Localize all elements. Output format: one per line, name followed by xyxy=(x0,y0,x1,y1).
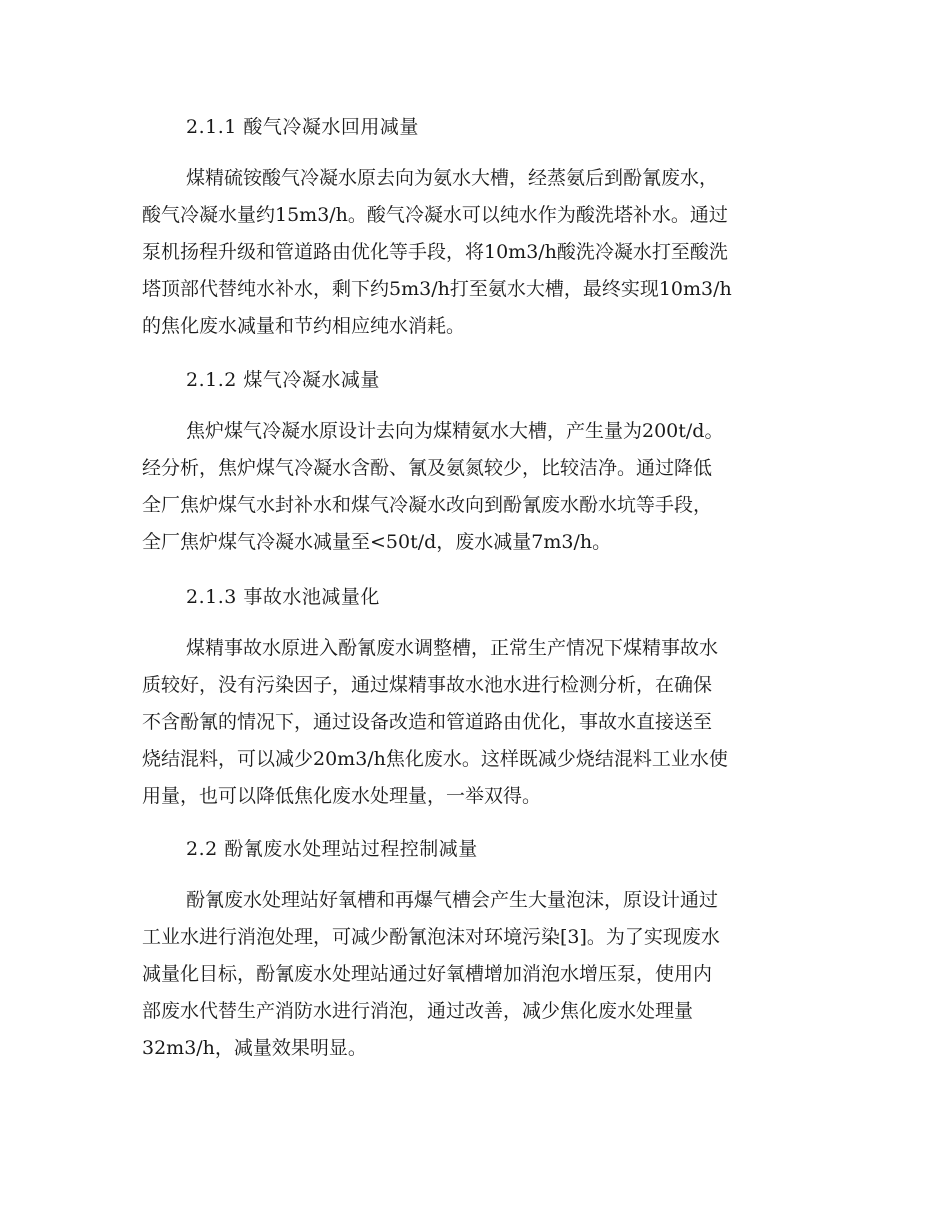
paragraph-line: 全厂焦炉煤气水封补水和煤气冷凝水改向到酚氰废水酚水坑等手段， xyxy=(142,494,713,516)
section-paragraph-2-1-2 xyxy=(142,413,822,561)
paragraph-line: 质较好，没有污染因子，通过煤精事故水池水进行检测分析，在确保 xyxy=(142,674,713,696)
paragraph-line: 32m3/h，减量效果明显。 xyxy=(142,1037,367,1059)
section-paragraph-2-1-3 xyxy=(142,630,822,815)
paragraph-line: 减量化目标，酚氰废水处理站通过好氧槽增加消泡水增压泵，使用内 xyxy=(142,963,713,985)
section-heading-2-2: 2.2 酚氰废水处理站过程控制减量 xyxy=(186,838,478,860)
paragraph-line: 煤精事故水原进入酚氰废水调整槽，正常生产情况下煤精事故水 xyxy=(186,637,719,659)
paragraph-line: 部废水代替生产消防水进行消泡，通过改善，减少焦化废水处理量 xyxy=(142,1000,694,1022)
paragraph-line: 酸气冷凝水量约15m3/h。酸气冷凝水可以纯水作为酸洗塔补水。通过 xyxy=(142,204,728,226)
paragraph-line: 用量，也可以降低焦化废水处理量，一举双得。 xyxy=(142,785,542,807)
paragraph-line: 全厂焦炉煤气冷凝水减量至<50t/d，废水减量7m3/h。 xyxy=(142,531,612,553)
paragraph-line: 泵机扬程升级和管道路由优化等手段，将10m3/h酸洗冷凝水打至酸洗 xyxy=(142,241,728,263)
section-paragraph-2-2 xyxy=(142,882,822,1067)
paragraph-line: 焦炉煤气冷凝水原设计去向为煤精氨水大槽，产生量为200t/d。 xyxy=(186,420,724,442)
paragraph-line: 烧结混料，可以减少20m3/h焦化废水。这样既减少烧结混料工业水使 xyxy=(142,748,728,770)
section-paragraph-2-1-1 xyxy=(142,160,822,345)
paragraph-line: 塔顶部代替纯水补水，剩下约5m3/h打至氨水大槽，最终实现10m3/h xyxy=(142,278,732,300)
paragraph-line: 经分析，焦炉煤气冷凝水含酚、氰及氨氮较少，比较洁净。通过降低 xyxy=(142,457,713,479)
paragraph-line: 的焦化废水减量和节约相应纯水消耗。 xyxy=(142,315,466,337)
paragraph-line: 不含酚氰的情况下，通过设备改造和管道路由优化，事故水直接送至 xyxy=(142,711,713,733)
section-heading-2-1-2: 2.1.2 煤气冷凝水减量 xyxy=(186,369,380,391)
section-heading-2-1-1: 2.1.1 酸气冷凝水回用减量 xyxy=(186,116,419,138)
section-heading-2-1-3: 2.1.3 事故水池减量化 xyxy=(186,586,380,608)
paragraph-line: 煤精硫铵酸气冷凝水原去向为氨水大槽，经蒸氨后到酚氰废水， xyxy=(186,167,719,189)
paragraph-line: 酚氰废水处理站好氧槽和再爆气槽会产生大量泡沫，原设计通过 xyxy=(186,889,719,911)
paragraph-line: 工业水进行消泡处理，可减少酚氰泡沫对环境污染[3]。为了实现废水 xyxy=(142,926,720,948)
